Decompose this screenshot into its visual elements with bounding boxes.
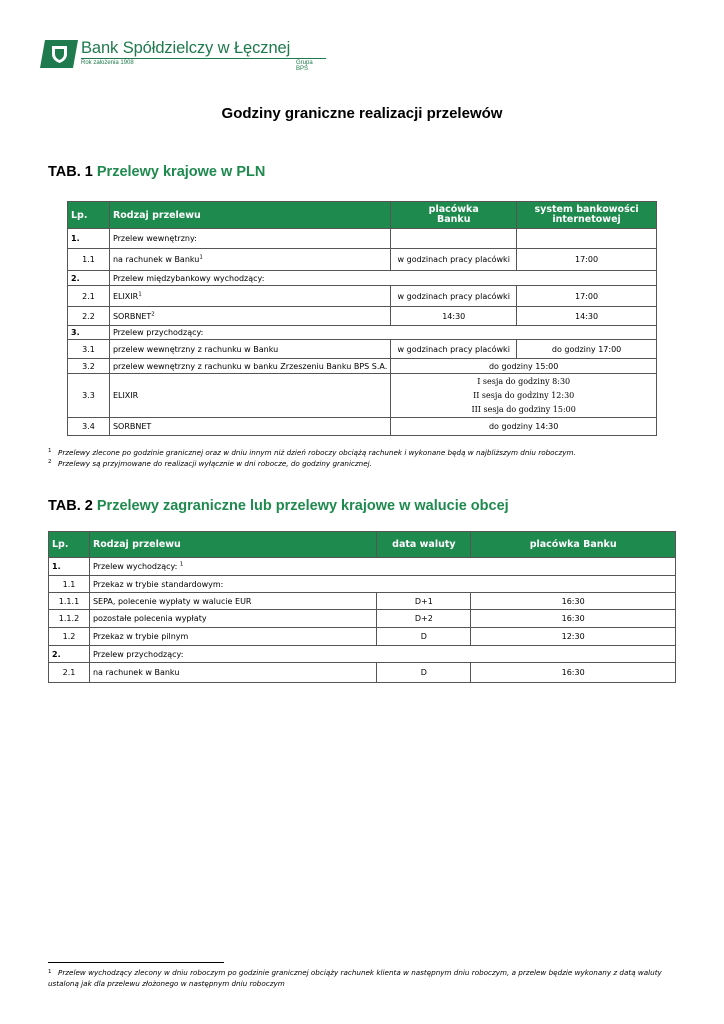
row-lp: 3. xyxy=(68,326,110,340)
row-lp: 3.1 xyxy=(68,340,110,359)
row-value-date: D xyxy=(377,628,471,646)
row-value-date: D+2 xyxy=(377,610,471,628)
table-row xyxy=(49,558,676,576)
row-type-text: SORBNET xyxy=(112,311,152,321)
footnote-ref: 1 xyxy=(179,561,184,568)
row-type: przelew wewnętrzny z rachunku w banku Zrzeszeniu Banku BPS S.A. xyxy=(109,359,390,374)
footnote-text: Przelew wychodzący zlecony w dniu roboczym po godzinie granicznej obciąży rachunek klienta w następnym dniu roboczym, a przelew będzie wykonany z datą waluty ustaloną jak dla przelewu złożonego w następnym dniu roboczym xyxy=(48,968,662,988)
row-lp: 1.1 xyxy=(68,249,110,271)
footnote-1 xyxy=(48,448,688,457)
table-row xyxy=(49,628,676,646)
table-row xyxy=(49,646,676,663)
row-type: przelew wewnętrzny z rachunku w Banku xyxy=(109,340,390,359)
footnote-mark: 1 xyxy=(48,448,52,454)
tab1-header-type: Rodzaj przelewu xyxy=(109,202,390,229)
row-branch-empty xyxy=(391,229,517,249)
tab2-title-text: Przelewy zagraniczne lub przelewy krajowe w walucie obcej xyxy=(96,498,509,514)
row-branch: 14:30 xyxy=(391,307,517,326)
session-2: II sesja do godziny 12:30 xyxy=(473,390,575,400)
row-type xyxy=(109,307,390,326)
row-type: na rachunek w Banku xyxy=(89,663,376,683)
tab2-header-lp: Lp. xyxy=(49,532,90,558)
row-time: do godziny 15:00 xyxy=(391,359,657,374)
table-row xyxy=(49,576,676,593)
row-lp: 1.1 xyxy=(49,576,90,593)
footnote-mark: 1 xyxy=(48,969,52,975)
row-lp: 1.1.1 xyxy=(49,593,90,610)
table-row xyxy=(68,374,657,418)
row-branch: w godzinach pracy placówki xyxy=(391,249,517,271)
row-lp: 2.1 xyxy=(49,663,90,683)
table-row xyxy=(68,326,657,340)
row-online-empty xyxy=(517,229,657,249)
row-branch: 16:30 xyxy=(471,593,676,610)
row-lp: 1. xyxy=(68,229,110,249)
row-value-date: D+1 xyxy=(377,593,471,610)
row-type: Przekaz w trybie pilnym xyxy=(89,628,376,646)
row-sessions xyxy=(391,374,657,418)
session-3: III sesja do godziny 15:00 xyxy=(471,404,576,414)
table-row xyxy=(68,340,657,359)
row-online: do godziny 17:00 xyxy=(517,340,657,359)
row-type xyxy=(109,249,390,271)
tab2-table xyxy=(48,531,676,683)
row-type xyxy=(109,286,390,307)
logo-divider xyxy=(81,58,326,59)
tab1-title xyxy=(48,164,265,180)
tab2-title xyxy=(48,498,509,514)
row-branch: w godzinach pracy placówki xyxy=(391,340,517,359)
footnote-text: Przelewy zlecone po godzinie granicznej oraz w dniu innym niż dzień roboczy obciążą rachunek i wykonane będą w najbliższym dniu roboczym. xyxy=(58,448,576,457)
row-type: Przekaz w trybie standardowym: xyxy=(89,576,675,593)
row-type: Przelew przychodzący: xyxy=(109,326,656,340)
table-row xyxy=(49,663,676,683)
row-lp: 2. xyxy=(68,271,110,286)
group-text: Grupa BPS xyxy=(296,60,313,72)
table-row xyxy=(68,418,657,436)
row-online: 17:00 xyxy=(517,249,657,271)
table-row xyxy=(68,271,657,286)
row-lp: 2.1 xyxy=(68,286,110,307)
bank-logo xyxy=(40,38,313,72)
bank-logo-icon xyxy=(40,40,78,68)
tab1-header-online: system bankowości internetowej xyxy=(517,202,657,229)
session-1: I sesja do godziny 8:30 xyxy=(477,376,571,386)
table-row xyxy=(68,229,657,249)
footnote-text: Przelewy są przyjmowane do realizacji wyłącznie w dni robocze, do godziny granicznej. xyxy=(58,459,372,468)
table-row xyxy=(49,593,676,610)
row-lp: 1.1.2 xyxy=(49,610,90,628)
row-lp: 3.4 xyxy=(68,418,110,436)
tab2-header-value-date: data waluty xyxy=(377,532,471,558)
footnote-ref: 1 xyxy=(138,290,142,297)
row-lp: 3.2 xyxy=(68,359,110,374)
row-type: pozostałe polecenia wypłaty xyxy=(89,610,376,628)
bank-name: Bank Spółdzielczy w Łęcznej xyxy=(81,39,291,57)
table-row xyxy=(68,286,657,307)
footnote-bottom xyxy=(48,967,688,989)
row-type: Przelew przychodzący: xyxy=(89,646,675,663)
table-row xyxy=(68,307,657,326)
tab1-header-lp: Lp. xyxy=(68,202,110,229)
row-type: Przelew międzybankowy wychodzący: xyxy=(109,271,656,286)
row-online: 17:00 xyxy=(517,286,657,307)
table-row xyxy=(68,249,657,271)
row-type-text: Przelew wychodzący: xyxy=(92,562,180,571)
tab1-table xyxy=(67,201,657,436)
document-title: Godziny graniczne realizacji przelewów xyxy=(221,105,503,122)
table-row xyxy=(49,610,676,628)
tab1-title-text: Przelewy krajowe w PLN xyxy=(96,164,266,180)
footnote-2 xyxy=(48,459,688,468)
row-branch: w godzinach pracy placówki xyxy=(391,286,517,307)
tab1-header-branch: placówka Banku xyxy=(391,202,517,229)
row-online: 14:30 xyxy=(517,307,657,326)
row-lp: 1.2 xyxy=(49,628,90,646)
tab2-header-type: Rodzaj przelewu xyxy=(89,532,376,558)
footnote-divider xyxy=(48,962,224,963)
row-type-text: ELIXIR xyxy=(112,291,139,301)
row-type: SEPA, polecenie wypłaty w walucie EUR xyxy=(89,593,376,610)
row-branch: 16:30 xyxy=(471,663,676,683)
table-row xyxy=(68,359,657,374)
row-lp: 2.2 xyxy=(68,307,110,326)
row-type: Przelew wewnętrzny: xyxy=(109,229,390,249)
footnote-mark: 2 xyxy=(48,459,52,465)
row-type: SORBNET xyxy=(109,418,390,436)
row-lp: 2. xyxy=(49,646,90,663)
tab2-title-number: TAB. 2 xyxy=(48,498,93,514)
tab1-header-row xyxy=(68,202,657,229)
footnote-ref: 2 xyxy=(151,310,155,317)
row-branch: 16:30 xyxy=(471,610,676,628)
row-time: do godziny 14:30 xyxy=(391,418,657,436)
row-lp: 1. xyxy=(49,558,90,576)
row-lp: 3.3 xyxy=(68,374,110,418)
row-branch: 12:30 xyxy=(471,628,676,646)
row-value-date: D xyxy=(377,663,471,683)
founded-text: Rok założenia 1908 xyxy=(81,60,134,66)
tab2-header-row xyxy=(49,532,676,558)
row-type: ELIXIR xyxy=(109,374,390,418)
footnote-ref: 1 xyxy=(199,254,203,261)
tab1-title-number: TAB. 1 xyxy=(48,164,93,180)
row-type-text: na rachunek w Banku xyxy=(112,255,200,264)
row-type xyxy=(89,558,675,576)
tab2-header-branch: placówka Banku xyxy=(471,532,676,558)
